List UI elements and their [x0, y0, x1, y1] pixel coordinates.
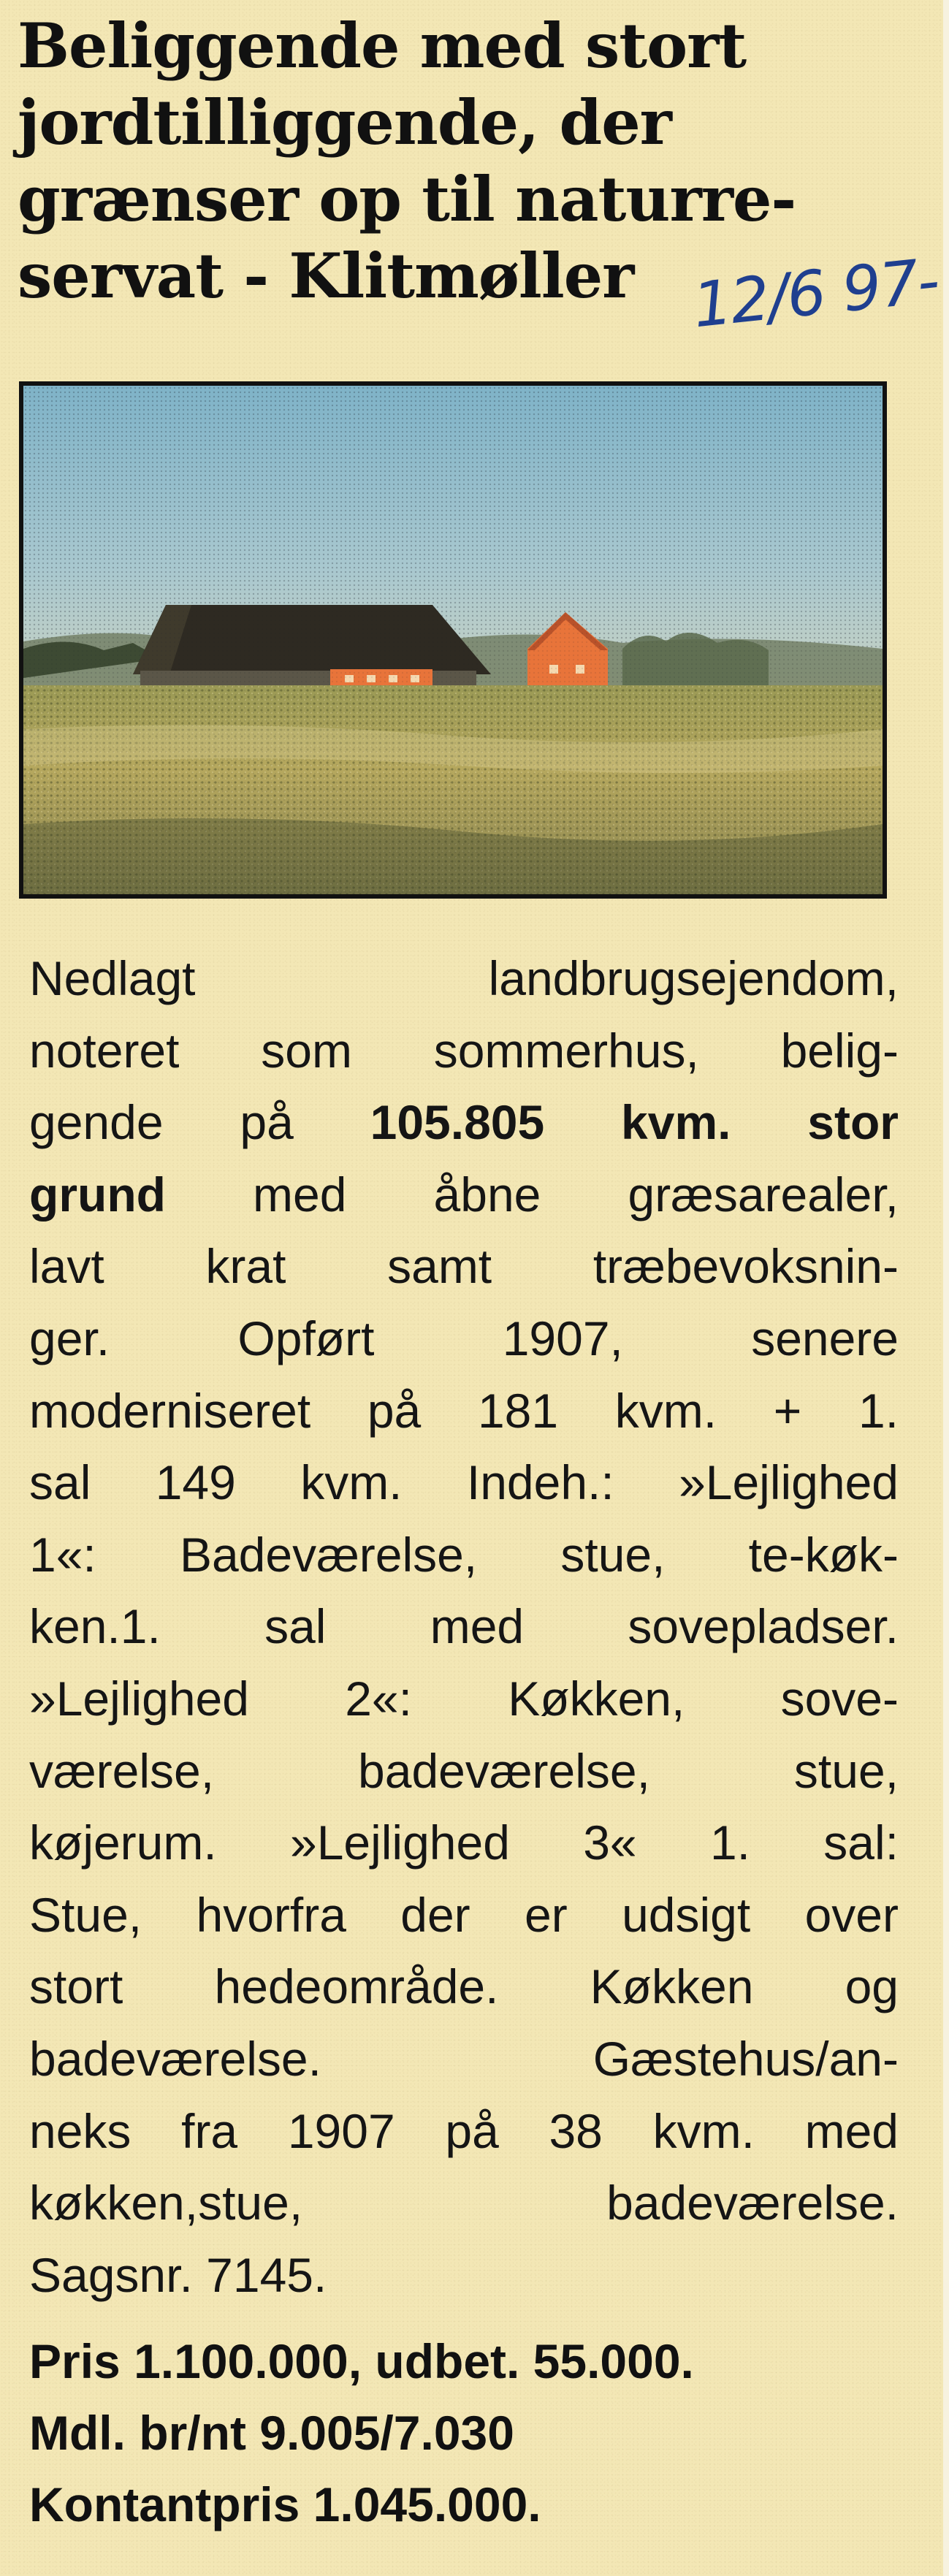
body-line: noteret som sommerhus, belig-: [29, 1023, 899, 1078]
body-line: ken.1. sal med sovepladser.: [29, 1599, 899, 1654]
listing-description: [29, 942, 899, 2311]
body-line: Stue, hvorfra der er udsigt over: [29, 1887, 899, 1942]
property-photo: [19, 381, 887, 899]
body-line: badeværelse. Gæstehus/an-: [29, 2031, 899, 2086]
body-line: sal 149 kvm. Indeh.: »Lejlighed: [29, 1455, 899, 1510]
area-highlight: grund: [29, 1167, 166, 1222]
body-line: 1«: Badeværelse, stue, te-køk-: [29, 1527, 899, 1582]
body-line: ger. Opført 1907, senere: [29, 1311, 899, 1365]
price-block: [29, 2325, 899, 2540]
cash-price-line: Kontantpris 1.045.000.: [29, 2477, 541, 2531]
price-line: Pris 1.100.000, udbet. 55.000.: [29, 2334, 694, 2388]
body-line: gende på 105.805 kvm. stor: [29, 1095, 899, 1150]
headline-line: servat - Klitmøller: [18, 240, 634, 312]
body-line: køjerum. »Lejlighed 3« 1. sal:: [29, 1815, 899, 1870]
monthly-payment-line: Mdl. br/nt 9.005/7.030: [29, 2406, 514, 2460]
body-line: køkken,stue, badeværelse.: [29, 2176, 899, 2230]
handwritten-date: 12/6 97-: [689, 244, 942, 342]
body-line: moderniseret på 181 kvm. + 1.: [29, 1383, 899, 1438]
area-highlight: 105.805 kvm. stor: [370, 1095, 899, 1150]
body-line: »Lejlighed 2«: Køkken, sove-: [29, 1671, 899, 1726]
body-line: Nedlagt landbrugsejendom,: [29, 951, 899, 1005]
farmhouse-landscape-image: [23, 386, 883, 894]
headline-line: Beliggende med stort: [18, 9, 747, 82]
headline-line: grænser op til naturre-: [18, 163, 796, 235]
headline-line: jordtilliggende, der: [18, 86, 671, 159]
body-line: lavt krat samt træbevoksnin-: [29, 1239, 899, 1294]
body-line: neks fra 1907 på 38 kvm. med: [29, 2103, 899, 2158]
body-line: værelse, badeværelse, stue,: [29, 1743, 899, 1798]
case-number-line: Sagsnr. 7145.: [29, 2247, 327, 2302]
body-line: stort hedeområde. Køkken og: [29, 1959, 899, 2014]
headline: [18, 7, 807, 314]
body-line: grund med åbne græsarealer,: [29, 1167, 899, 1222]
